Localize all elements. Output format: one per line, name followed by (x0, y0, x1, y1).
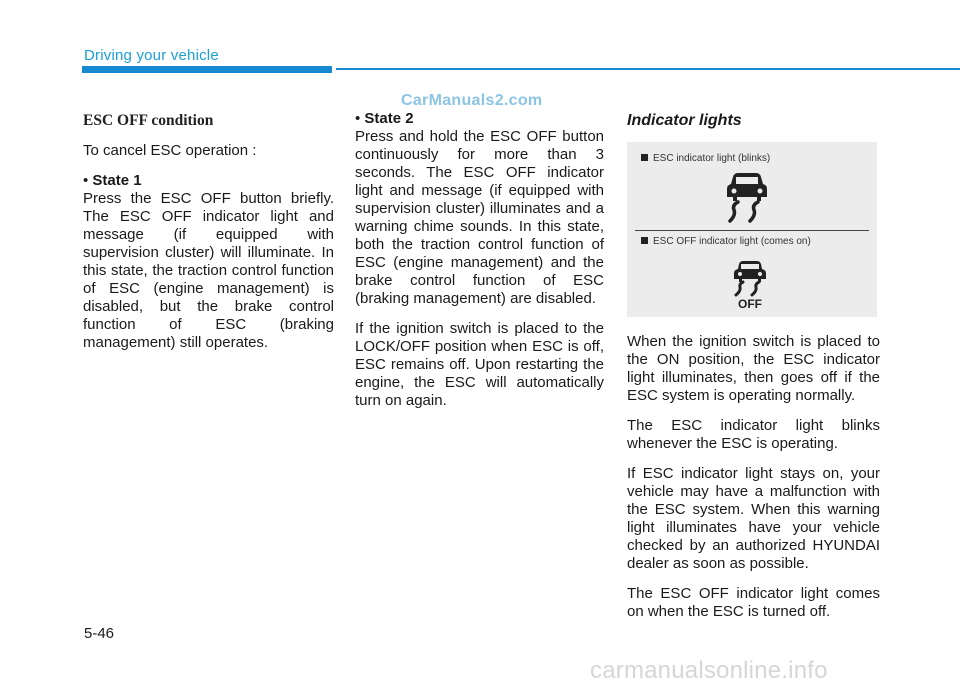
indicator-para-4: The ESC OFF indicator light comes on when the ESC is turned off. (627, 585, 880, 620)
section-header-title: Driving your vehicle (84, 47, 219, 64)
indicator-lights-figure (627, 142, 877, 317)
ignition-text: If the ignition switch is placed to the LOCK/OFF position when ESC is off, ESC remains off. Upon restarting the engine, the ESC will automatically turn on again. (355, 320, 604, 409)
state1-text: Press the ESC OFF button briefly. The ESC OFF indicator light and message (if equipped with supervision cluster) will illuminate. In this state, the traction control function of ESC (engine management) is disabled, but the brake control function of ESC (braking management) still operates. (83, 190, 334, 351)
indicator-lights-heading: Indicator lights (627, 112, 742, 129)
esc-off-car-skid-icon (733, 258, 767, 315)
cancel-intro: To cancel ESC operation : (83, 142, 257, 159)
off-icon-text: OFF (738, 297, 762, 310)
state2-label: • State 2 (355, 110, 604, 128)
indicator-divider (635, 230, 869, 231)
indicator2-label: ESC OFF indicator light (comes on) (641, 236, 811, 248)
indicator-para-1: When the ignition switch is placed to the ON position, the ESC indicator light illuminates, then goes off if the ESC system is operating normally. (627, 333, 880, 404)
state1-label: • State 1 (83, 172, 334, 190)
bullet-square-icon (641, 154, 648, 161)
esc-car-skid-icon (726, 169, 768, 228)
indicator-para-3: If ESC indicator light stays on, your vehicle may have a malfunction with the ESC system. When this warning light illuminates have your vehicle checked by an authorized HYUNDAI dealer as soon as possible. (627, 465, 880, 572)
watermark-bottom: carmanualsonline.info (590, 657, 828, 684)
watermark-top: CarManuals2.com (401, 92, 543, 109)
column-1 (83, 110, 334, 364)
page-number: 5-46 (84, 625, 115, 642)
column-2 (355, 110, 604, 422)
state2-text: Press and hold the ESC OFF button continuously for more than 3 seconds. The ESC OFF indicator light and message (if equipped with supervision cluster) illuminates and a warning chime sounds. In this state, both the traction control function of ESC (engine management) and the brake control function of ESC (braking management) are disabled. (355, 128, 604, 307)
esc-off-condition-heading: ESC OFF condition (83, 112, 214, 129)
column-3 (627, 110, 880, 633)
bullet-square-icon (641, 237, 648, 244)
header-rule-thick (82, 66, 332, 73)
indicator-para-2: The ESC indicator light blinks whenever the ESC is operating. (627, 417, 880, 452)
header-rule-thin (336, 68, 960, 70)
indicator1-label: ESC indicator light (blinks) (641, 153, 770, 165)
